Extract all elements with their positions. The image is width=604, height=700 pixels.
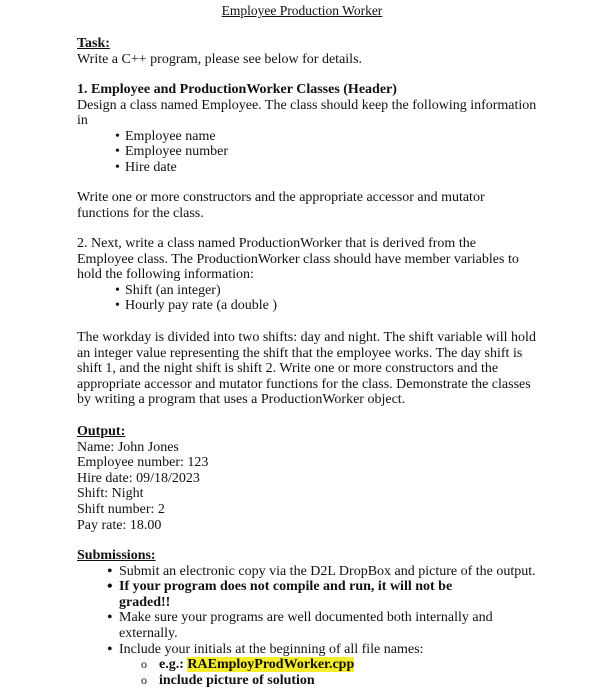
paragraph-line: by writing a program that uses a ProductionWorker object. [77,392,406,408]
list-item-line: graded!! [119,594,171,610]
list-item: • Employee number [115,144,587,160]
section-1-heading: 1. Employee and ProductionWorker Classes (Header) [77,82,397,97]
output-heading: Output: [77,424,126,439]
list-item [107,579,592,610]
paragraph-line: appropriate accessor and mutator functions for the class. Demonstrate the classes [77,376,531,392]
task-text: Write a C++ program, please see below for details. [77,51,363,67]
paragraph-line: Write one or more constructors and the appropriate accessor and mutator [77,190,485,205]
workday-paragraph [77,330,592,408]
example-prefix: e.g.: [159,657,184,673]
paragraph-line: hold the following information: [77,267,254,283]
output-line: Pay rate: 18.00 [77,517,162,533]
sub-list-item: o include picture of solution [141,673,592,689]
list-item-line: externally. [119,625,178,641]
production-worker-list [77,283,587,314]
list-item-line: If your program does not compile and run, it will not be [119,579,453,595]
employee-info-list [77,129,587,176]
list-item: • Submit an electronic copy via the D2L DropBox and picture of the output. [107,564,592,580]
constructors-paragraph [77,190,577,221]
section-2 [77,236,587,314]
page-title: Employee Production Worker [221,3,383,18]
paragraph-line: an integer value representing the shift that the employee works. The day shift is [77,345,523,361]
output-line: Shift number: 2 [77,501,165,517]
task-heading: Task: [77,36,110,51]
paragraph-line: Employee class. The ProductionWorker class should have member variables to [77,251,519,267]
paragraph-line: functions for the class. [77,205,204,221]
output-line: Shift: Night [77,486,144,502]
section-1 [77,82,587,176]
sub-list-item [141,657,592,673]
output-line: Employee number: 123 [77,455,209,471]
paragraph-line: shift 1, and the night shift is shift 2. Write one or more constructors and the [77,361,499,377]
submissions-section [77,548,592,688]
example-filename: RAEmployProdWorker.cpp [187,657,355,673]
submissions-list [77,564,592,658]
section-1-text-line2: in [77,113,88,129]
list-item: • Hourly pay rate (a double ) [115,298,587,314]
output-section [77,424,577,533]
list-item: • Hire date [115,160,587,176]
paragraph-line: 2. Next, write a class named ProductionWorker that is derived from the [77,236,476,251]
initials-sublist [77,657,592,688]
list-item: • Employee name [115,129,587,145]
section-1-text-line1: Design a class named Employee. The class should keep the following information [77,97,537,113]
list-item-line: Make sure your programs are well documented both internally and [119,610,493,626]
output-line: Name: John Jones [77,439,179,455]
list-item [107,610,592,641]
output-line: Hire date: 09/18/2023 [77,470,200,486]
paragraph-line: The workday is divided into two shifts: day and night. The shift variable will hold [77,330,536,345]
list-item: • Include your initials at the beginning of all file names: [107,642,592,658]
submissions-heading: Submissions: [77,548,156,563]
task-section [77,36,577,67]
list-item: • Shift (an integer) [115,283,587,299]
